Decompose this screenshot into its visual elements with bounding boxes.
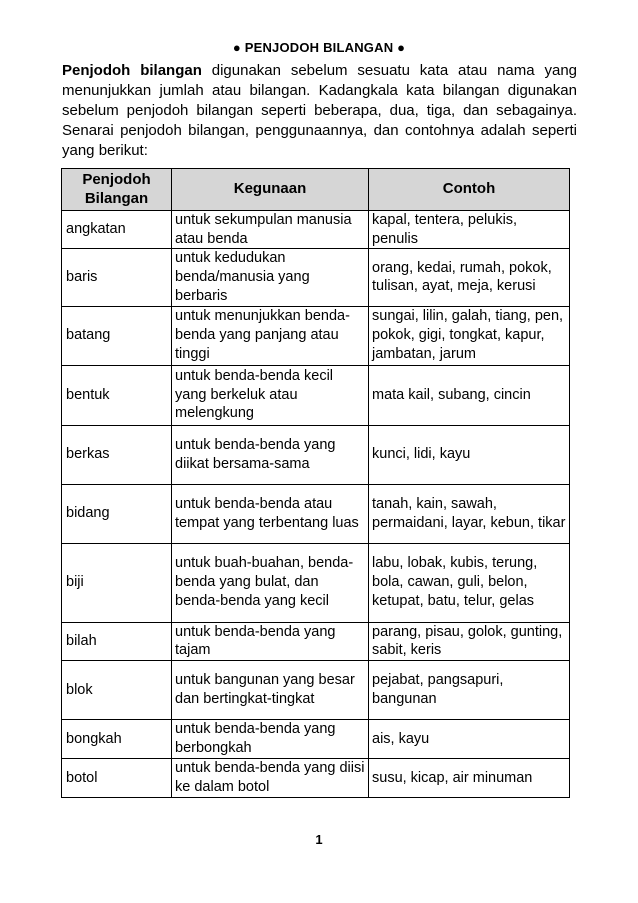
- row-example: kapal, tentera, pelukis, penulis: [369, 211, 570, 249]
- row-example: parang, pisau, golok, gunting, sabit, keris: [369, 622, 570, 660]
- row-usage: untuk buah-buahan, benda-benda yang bulat, dan benda-benda yang kecil: [172, 543, 369, 622]
- row-word: biji: [62, 543, 172, 622]
- intro-text: digunakan sebelum sesuatu kata atau nama yang menunjukkan jumlah atau bilangan. Kadangkala kata bilangan digunakan sebelum penjodoh bilangan seperti beberapa, dua, tiga, dan sebagainya. Senarai penjodoh bilangan, penggunaannya, dan contohnya adalah seperti yang berikut:: [62, 62, 577, 159]
- row-example: ais, kayu: [369, 719, 570, 758]
- table-header-row: [62, 169, 570, 211]
- row-word: bilah: [62, 622, 172, 660]
- row-usage: untuk sekumpulan manusia atau benda: [172, 211, 369, 249]
- intro-bold-term: Penjodoh bilangan: [62, 62, 202, 79]
- table-row: [62, 425, 570, 484]
- row-word: baris: [62, 249, 172, 306]
- row-usage: untuk benda-benda yang berbongkah: [172, 719, 369, 758]
- row-word: angkatan: [62, 211, 172, 249]
- row-word: botol: [62, 758, 172, 797]
- page-heading: ● PENJODOH BILANGAN ●: [232, 40, 406, 55]
- row-example: susu, kicap, air minuman: [369, 758, 570, 797]
- intro-paragraph: [62, 61, 577, 161]
- table-row: [62, 543, 570, 622]
- row-word: bongkah: [62, 719, 172, 758]
- row-usage: untuk benda-benda atau tempat yang terbentang luas: [172, 484, 369, 543]
- row-word: blok: [62, 660, 172, 719]
- row-usage: untuk benda-benda yang diisi ke dalam botol: [172, 758, 369, 797]
- table-row: [62, 758, 570, 797]
- row-example: orang, kedai, rumah, pokok, tulisan, ayat, meja, kerusi: [369, 249, 570, 306]
- row-example: labu, lobak, kubis, terung, bola, cawan, guli, belon, ketupat, batu, telur, gelas: [369, 543, 570, 622]
- row-usage: untuk benda-benda kecil yang berkeluk atau melengkung: [172, 365, 369, 425]
- header-contoh: Contoh: [369, 169, 570, 211]
- row-usage: untuk menunjukkan benda-benda yang panjang atau tinggi: [172, 306, 369, 365]
- table-row: [62, 365, 570, 425]
- row-usage: untuk bangunan yang besar dan bertingkat-tingkat: [172, 660, 369, 719]
- table-row: [62, 306, 570, 365]
- row-example: kunci, lidi, kayu: [369, 425, 570, 484]
- table-row: [62, 719, 570, 758]
- row-usage: untuk benda-benda yang tajam: [172, 622, 369, 660]
- row-usage: untuk kedudukan benda/manusia yang berbaris: [172, 249, 369, 306]
- row-example: pejabat, pangsapuri, bangunan: [369, 660, 570, 719]
- header-penjodoh-bilangan: Penjodoh Bilangan: [62, 169, 172, 211]
- table-row: [62, 249, 570, 306]
- row-example: sungai, lilin, galah, tiang, pen, pokok, gigi, tongkat, kapur, jambatan, jarum: [369, 306, 570, 365]
- row-word: batang: [62, 306, 172, 365]
- row-example: tanah, kain, sawah, permaidani, layar, kebun, tikar: [369, 484, 570, 543]
- penjodoh-bilangan-table: [61, 168, 570, 798]
- row-word: bentuk: [62, 365, 172, 425]
- page-number: 1: [315, 832, 323, 847]
- row-word: bidang: [62, 484, 172, 543]
- table-row: [62, 622, 570, 660]
- row-usage: untuk benda-benda yang diikat bersama-sama: [172, 425, 369, 484]
- table-row: [62, 211, 570, 249]
- table-row: [62, 484, 570, 543]
- row-example: mata kail, subang, cincin: [369, 365, 570, 425]
- row-word: berkas: [62, 425, 172, 484]
- table-row: [62, 660, 570, 719]
- header-kegunaan: Kegunaan: [172, 169, 369, 211]
